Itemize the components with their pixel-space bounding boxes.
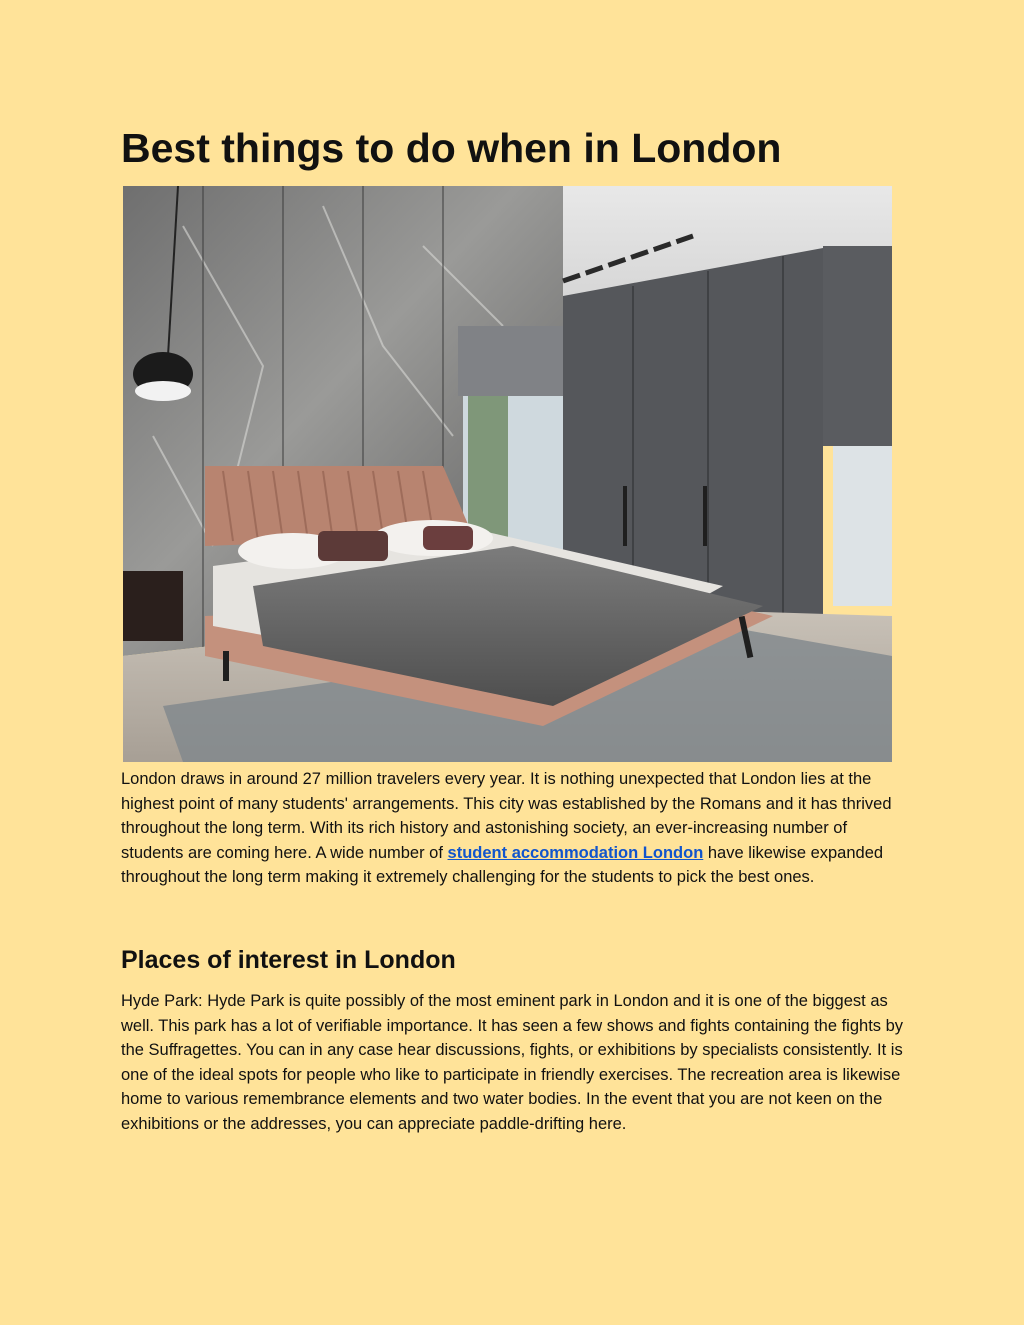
page-title: Best things to do when in London (121, 125, 782, 171)
hyde-park-paragraph: Hyde Park: Hyde Park is quite possibly of the most eminent park in London and it is one of the biggest as well. This park has a lot of verifiable importance. It has seen a few shows and fights containing the fights by the Suffragettes. You can in any case hear discussions, fights, or exhibitions by specialists consistently. It is one of the ideal spots for people who like to participate in friendly exercises. The recreation area is likewise home to various remembrance elements and two water bodies. In the event that you are not keen on the exhibitions or the addresses, you can appreciate paddle-drifting here. (121, 992, 904, 1133)
intro-paragraph (121, 767, 911, 890)
intro-text-after-link: have likewise expanded throughout the long term making it extremely challenging for the students to pick the best ones. (121, 843, 884, 886)
student-accommodation-link[interactable]: student accommodation London (447, 843, 704, 862)
section-heading: Places of interest in London (121, 946, 456, 974)
intro-text-before-link: London draws in around 27 million travelers every year. It is nothing unexpected that London lies at the highest point of many students' arrangements. This city was established by the Romans and it has thrived throughout the long term. With its rich history and astonishing society, an ever-increasing number of students are coming here. A wide number of (121, 770, 892, 862)
bedroom-photo (123, 186, 892, 762)
